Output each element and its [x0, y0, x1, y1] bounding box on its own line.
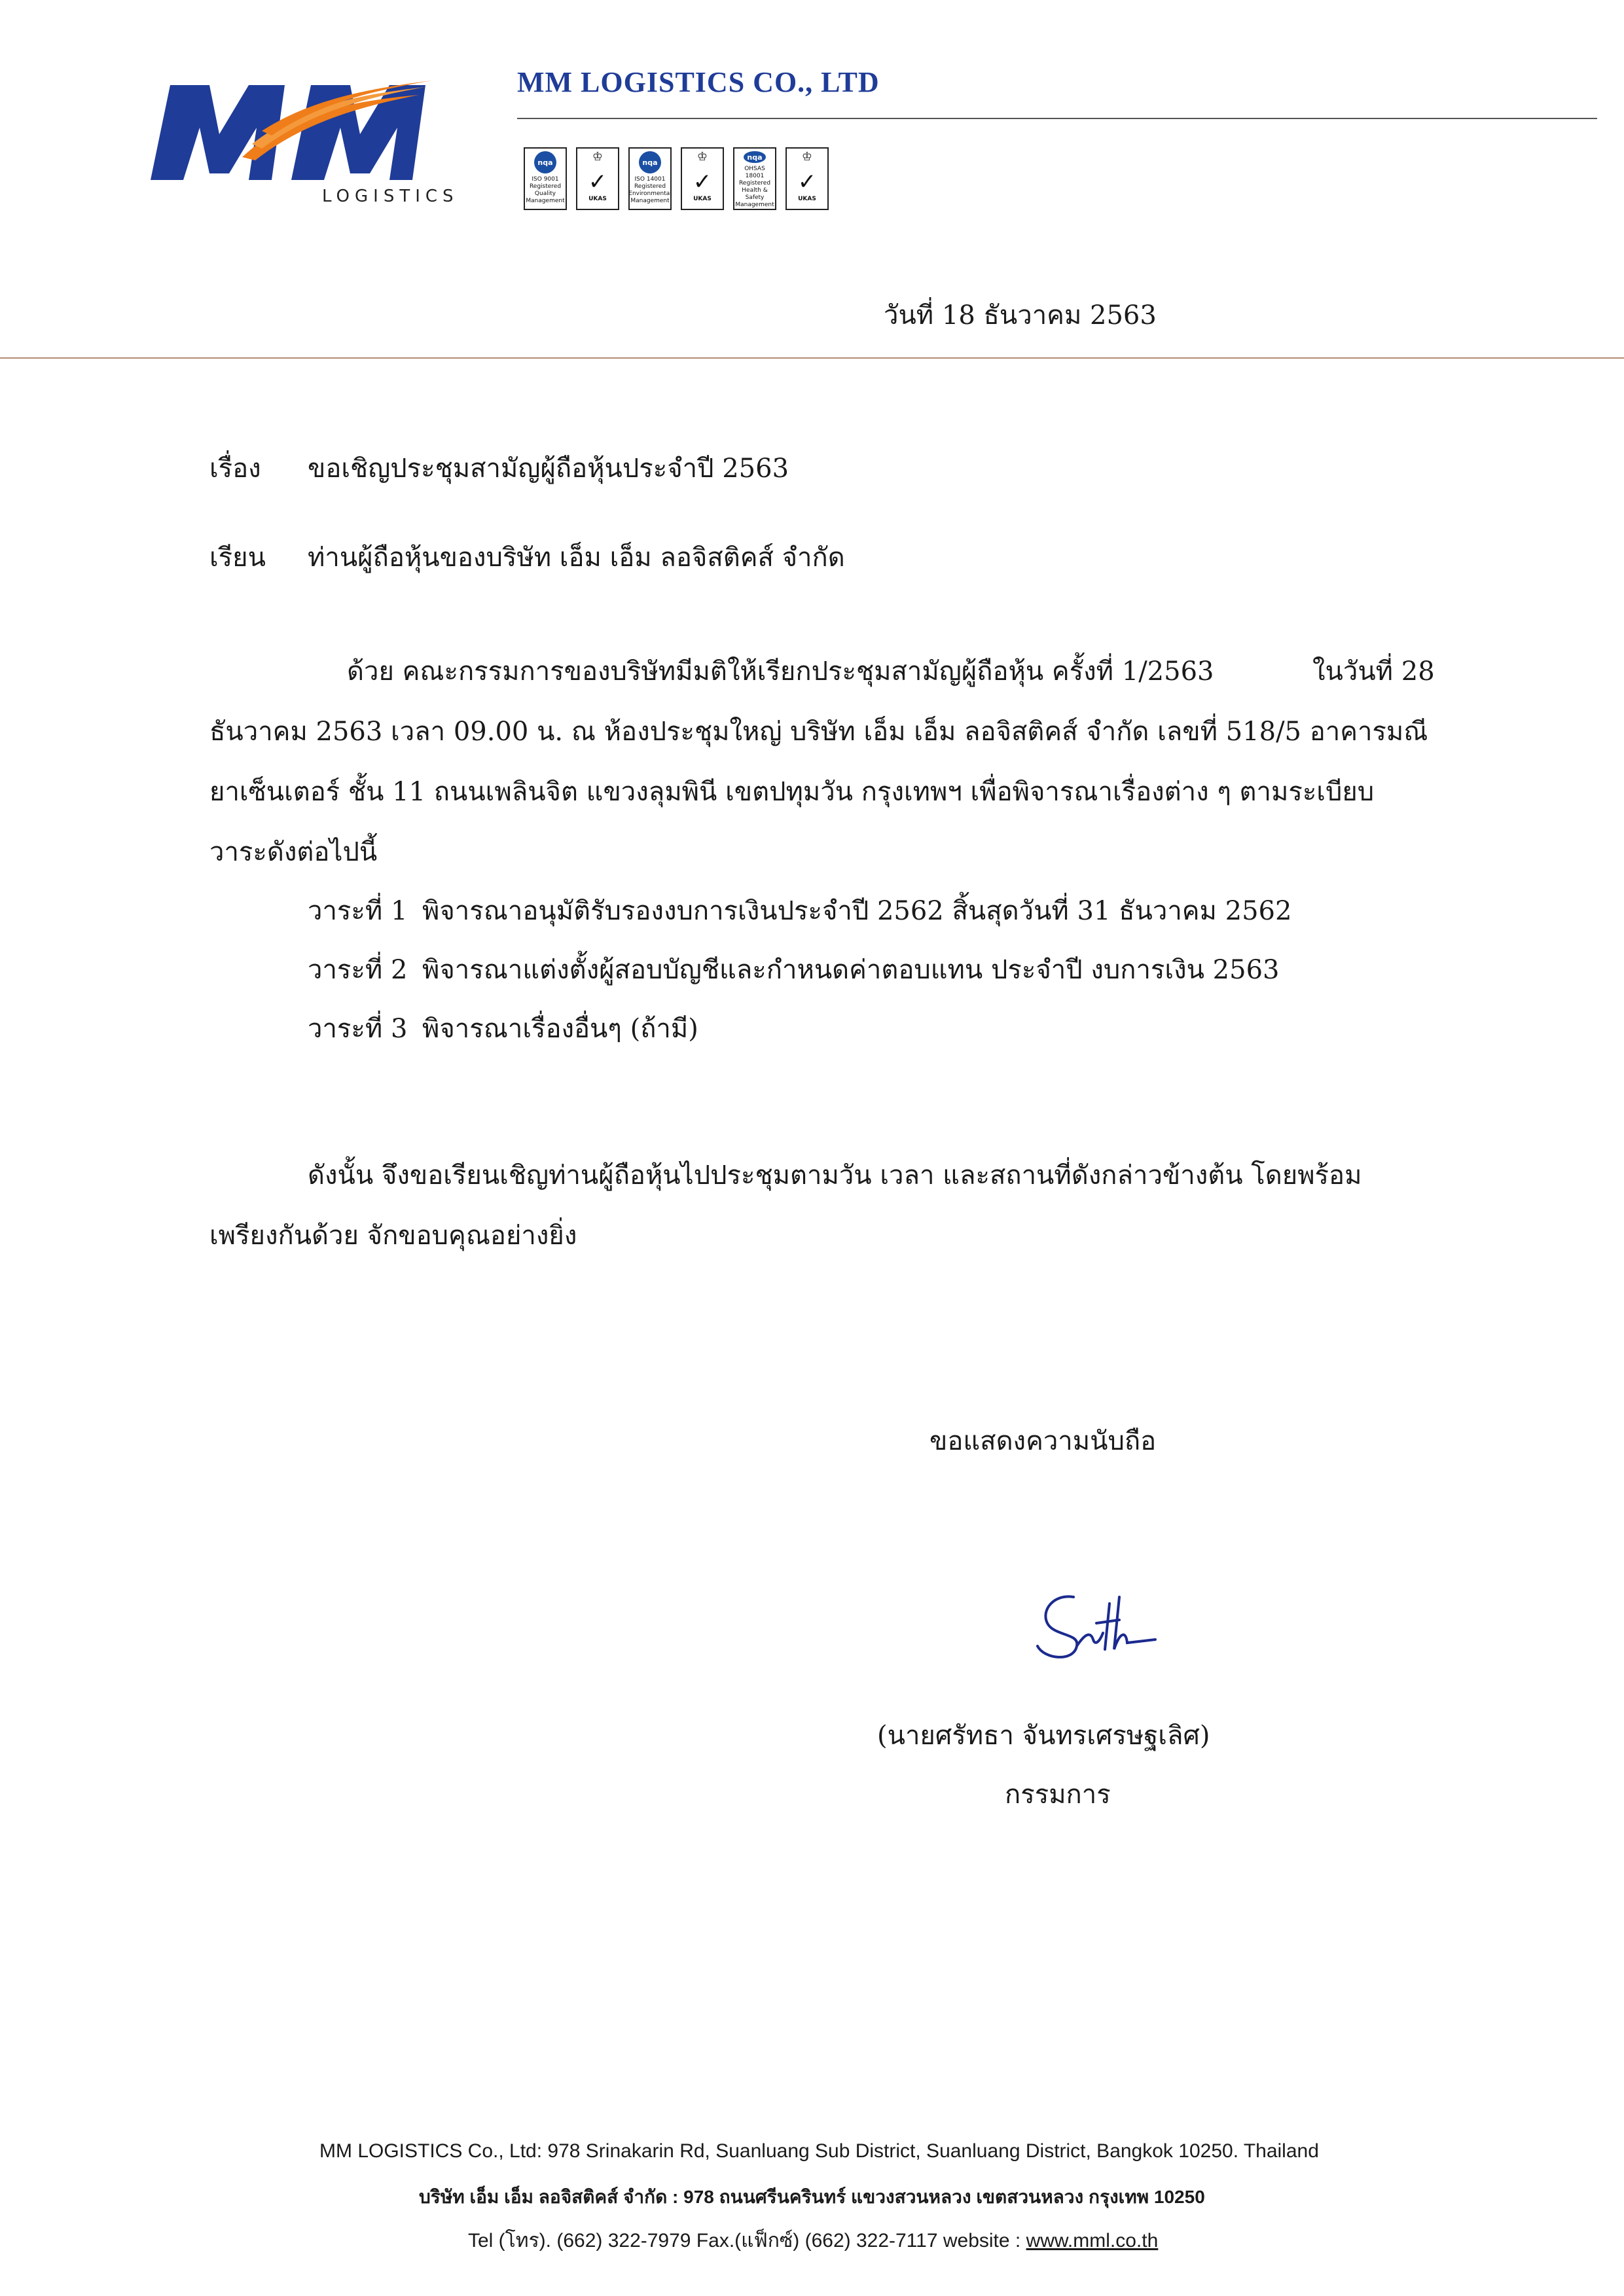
- body-line-1-right: ในวันที่ 28: [1312, 656, 1435, 687]
- badge-desc: Environmental Management: [628, 190, 672, 204]
- footer-address-en: MM LOGISTICS Co., Ltd: 978 Srinakarin Rd, Suanluang Sub District, Suanluang District, Bangkok 10250. Thailand: [319, 2140, 1319, 2162]
- body-line-2: ธันวาคม 2563 เวลา 09.00 น. ณ ห้องประชุมใหญ่ บริษัท เอ็ม เอ็ม ลอจิสติคส์ จำกัด เลขที่ 518/5 อาคารมณี: [209, 717, 1428, 747]
- badge-desc: Quality Management: [526, 190, 565, 204]
- letter-date: วันที่ 18 ธันวาคม 2563: [884, 300, 1157, 331]
- nqa-icon: nqa: [534, 151, 556, 173]
- to-label: เรียน: [209, 543, 266, 573]
- mm-logo-icon: [144, 75, 458, 187]
- agenda-2-text: พิจารณาแต่งตั้งผู้สอบบัญชีและกำหนดค่าตอบแทน ประจำปี งบการเงิน 2563: [422, 955, 1280, 985]
- footer-contact: [468, 2225, 1158, 2256]
- signer-title: กรรมการ: [1005, 1780, 1111, 1810]
- ukas-label: UKAS: [693, 196, 712, 202]
- body-line-4: วาระดังต่อไปนี้: [209, 837, 378, 867]
- company-name: MM LOGISTICS CO., LTD: [517, 66, 880, 98]
- subject-label: เรื่อง: [209, 454, 261, 484]
- subject-text: ขอเชิญประชุมสามัญผู้ถือหุ้นประจำปี 2563: [308, 454, 789, 484]
- badge-standard: ISO 9001: [532, 176, 559, 183]
- nqa-iso9001-badge: [524, 147, 567, 210]
- badge-registered: Registered: [738, 180, 771, 187]
- to-text: ท่านผู้ถือหุ้นของบริษัท เอ็ม เอ็ม ลอจิสติคส์ จำกัด: [308, 543, 845, 573]
- nqa-ohsas18001-badge: [733, 147, 776, 210]
- nqa-icon: nqa: [744, 151, 766, 163]
- company-logo: [144, 75, 458, 216]
- body-line-3: ยาเซ็นเตอร์ ชั้น 11 ถนนเพลินจิต แขวงลุมพินี เขตปทุมวัน กรุงเทพฯ เพื่อพิจารณาเรื่องต่าง ๆ ตามระเบียบ: [209, 777, 1375, 807]
- regards: ขอแสดงความนับถือ: [929, 1426, 1157, 1456]
- crown-icon: ♔: [696, 150, 708, 164]
- agenda-3-label: วาระที่ 3: [308, 1014, 408, 1044]
- footer-address-th: บริษัท เอ็ม เอ็ม ลอจิสติคส์ จำกัด : 978 ถนนศรีนครินทร์ แขวงสวนหลวง เขตสวนหลวง กรุงเทพ 10250: [419, 2187, 1205, 2207]
- ukas-badge-3: [785, 147, 829, 210]
- crown-icon: ♔: [801, 150, 813, 164]
- agenda-1-text: พิจารณาอนุมัติรับรองงบการเงินประจำปี 2562 สิ้นสุดวันที่ 31 ธันวาคม 2562: [422, 896, 1292, 926]
- check-icon: ✓: [588, 169, 607, 195]
- body-line-1: ด้วย คณะกรรมการของบริษัทมีมติให้เรียกประชุมสามัญผู้ถือหุ้น ครั้งที่ 1/2563: [347, 656, 1214, 687]
- crown-icon: ♔: [592, 150, 604, 164]
- ukas-badge-2: [681, 147, 724, 210]
- ukas-badge-1: [576, 147, 619, 210]
- closing-line-2: เพรียงกันด้วย จักขอบคุณอย่างยิ่ง: [209, 1221, 577, 1251]
- ukas-label: UKAS: [588, 196, 607, 202]
- badge-desc: Health & Safety Management: [735, 187, 774, 208]
- signature-icon: [1028, 1584, 1159, 1669]
- badge-registered: Registered: [634, 183, 666, 190]
- date-rule: [0, 357, 1624, 359]
- badge-standard: OHSAS 18001: [744, 166, 765, 179]
- nqa-icon: nqa: [639, 151, 661, 173]
- footer-tel-fax: Tel (โทร). (662) 322-7979 Fax.(แฟ็กซ์) (662) 322-7117 website :: [468, 2230, 1026, 2251]
- certification-badges: [524, 147, 829, 213]
- check-icon: ✓: [797, 169, 817, 195]
- check-icon: ✓: [693, 169, 712, 195]
- nqa-iso14001-badge: [628, 147, 672, 210]
- badge-standard: ISO 14001: [634, 176, 666, 183]
- agenda-3-text: พิจารณาเรื่องอื่นๆ (ถ้ามี): [422, 1014, 698, 1044]
- website-link[interactable]: www.mml.co.th: [1026, 2230, 1159, 2251]
- signer-name: (นายศรัทธา จันทรเศรษฐเลิศ): [877, 1721, 1210, 1751]
- ukas-label: UKAS: [798, 196, 816, 202]
- closing-line-1: ดังนั้น จึงขอเรียนเชิญท่านผู้ถือหุ้นไปประชุมตามวัน เวลา และสถานที่ดังกล่าวข้างต้น โดยพร้อม: [308, 1160, 1362, 1191]
- agenda-2-label: วาระที่ 2: [308, 955, 408, 985]
- logo-subtitle: LOGISTICS: [322, 187, 459, 206]
- agenda-1-label: วาระที่ 1: [308, 896, 408, 926]
- badge-registered: Registered: [529, 183, 562, 190]
- header-rule: [517, 118, 1597, 119]
